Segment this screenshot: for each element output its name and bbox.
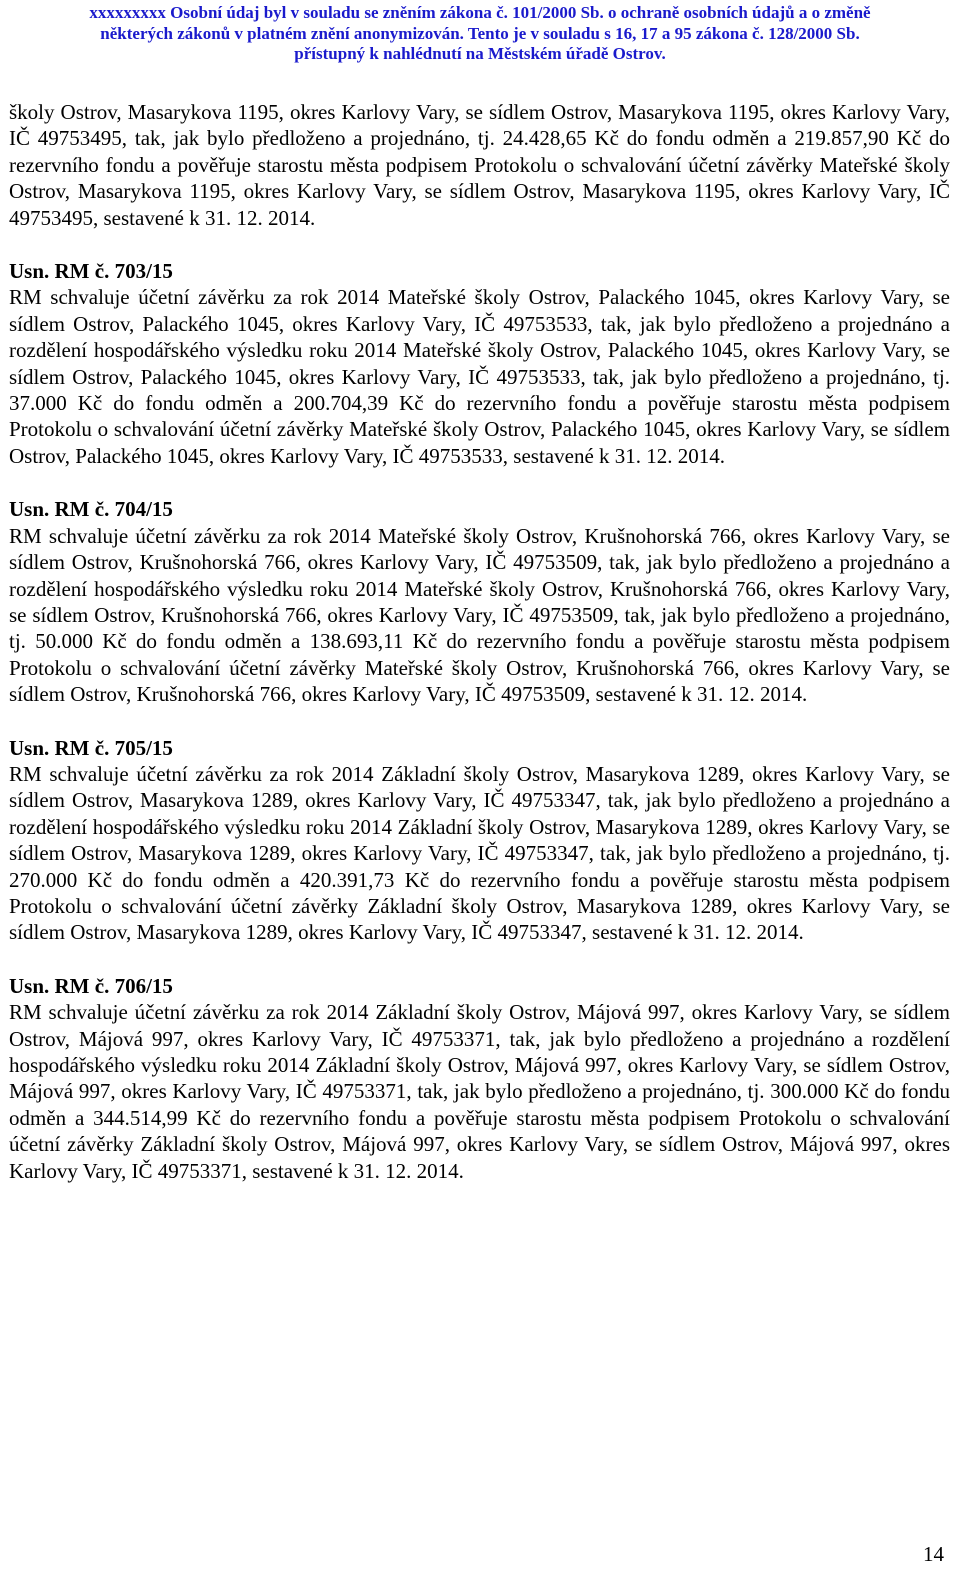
resolution-text: RM schvaluje účetní závěrku za rok 2014 Základní školy Ostrov, Májová 997, okres Karlovy Vary, se sídlem Ostrov, Májová 997, okres Karlovy Vary, IČ 49753371, tak, jak bylo předloženo a projednáno a rozdělení hospodářského výsledku roku 2014 Základní školy Ostrov, Májová 997, okres Karlovy Vary, se sídlem Ostrov, Májová 997, okres Karlovy Vary, IČ 49753371, tak, jak bylo předloženo a projednáno, tj. 300.000 Kč do fondu odměn a 344.514,99 Kč do rezervního fondu a pověřuje starostu města podpisem Protokolu o schvalování účetní závěrky Základní školy Ostrov, Májová 997, okres Karlovy Vary, se sídlem Ostrov, Májová 997, okres Karlovy Vary, IČ 49753371, sestavené k 31. 12. 2014. (9, 1000, 950, 1183)
resolution-704 (9, 496, 950, 707)
resolution-703 (9, 258, 950, 469)
resolution-705 (9, 735, 950, 946)
resolution-heading: Usn. RM č. 703/15 (9, 259, 173, 284)
resolution-text: RM schvaluje účetní závěrku za rok 2014 Mateřské školy Ostrov, Krušnohorská 766, okres Karlovy Vary, se sídlem Ostrov, Krušnohorská 766, okres Karlovy Vary, IČ 49753509, tak, jak bylo předloženo a projednáno a rozdělení hospodářského výsledku roku 2014 Mateřské školy Ostrov, Krušnohorská 766, okres Karlovy Vary, se sídlem Ostrov, Krušnohorská 766, okres Karlovy Vary, IČ 49753509, tak, jak bylo předloženo a projednáno, tj. 50.000 Kč do fondu odměn a 138.693,11 Kč do rezervního fondu a pověřuje starostu města podpisem Protokolu o schvalování účetní závěrky Mateřské školy Ostrov, Krušnohorská 766, okres Karlovy Vary, se sídlem Ostrov, Krušnohorská 766, okres Karlovy Vary, IČ 49753509, sestavené k 31. 12. 2014. (9, 523, 950, 707)
resolution-heading: Usn. RM č. 704/15 (9, 497, 173, 522)
anonymization-notice (0, 3, 960, 65)
resolution-text: RM schvaluje účetní závěrku za rok 2014 Mateřské školy Ostrov, Palackého 1045, okres Karlovy Vary, se sídlem Ostrov, Palackého 1045, okres Karlovy Vary, IČ 49753533, tak, jak bylo předloženo a projednáno a rozdělení hospodářského výsledku roku 2014 Mateřské školy Ostrov, Palackého 1045, okres Karlovy Vary, se sídlem Ostrov, Palackého 1045, okres Karlovy Vary, IČ 49753533, tak, jak bylo předloženo a projednáno, tj. 37.000 Kč do fondu odměn a 200.704,39 Kč do rezervního fondu a pověřuje starostu města podpisem Protokolu o schvalování účetní závěrky Mateřské školy Ostrov, Palackého 1045, okres Karlovy Vary, se sídlem Ostrov, Palackého 1045, okres Karlovy Vary, IČ 49753533, sestavené k 31. 12. 2014. (9, 285, 950, 468)
resolution-heading: Usn. RM č. 706/15 (9, 973, 173, 998)
document-body (9, 99, 950, 1184)
notice-line: přístupný k nahlédnutí na Městském úřadě Ostrov. (294, 44, 666, 63)
continuation-paragraph: školy Ostrov, Masarykova 1195, okres Karlovy Vary, se sídlem Ostrov, Masarykova 1195, okres Karlovy Vary, IČ 49753495, tak, jak bylo předloženo a projednáno, tj. 24.428,65 Kč do fondu odměn a 219.857,90 Kč do rezervního fondu a pověřuje starostu města podpisem Protokolu o schvalování účetní závěrky Mateřské školy Ostrov, Masarykova 1195, okres Karlovy Vary, se sídlem Ostrov, Masarykova 1195, okres Karlovy Vary, IČ 49753495, sestavené k 31. 12. 2014. (9, 100, 950, 230)
resolution-text: RM schvaluje účetní závěrku za rok 2014 Základní školy Ostrov, Masarykova 1289, okres Karlovy Vary, se sídlem Ostrov, Masarykova 1289, okres Karlovy Vary, IČ 49753347, tak, jak bylo předloženo a projednáno a rozdělení hospodářského výsledku roku 2014 Základní školy Ostrov, Masarykova 1289, okres Karlovy Vary, se sídlem Ostrov, Masarykova 1289, okres Karlovy Vary, IČ 49753347, tak, jak bylo předloženo a projednáno, tj. 270.000 Kč do fondu odměn a 420.391,73 Kč do rezervního fondu a pověřuje starostu města podpisem Protokolu o schvalování účetní závěrky Základní školy Ostrov, Masarykova 1289, okres Karlovy Vary, se sídlem Ostrov, Masarykova 1289, okres Karlovy Vary, IČ 49753347, sestavené k 31. 12. 2014. (9, 761, 950, 945)
page-number: 14 (923, 1542, 944, 1566)
resolution-heading: Usn. RM č. 705/15 (9, 735, 173, 760)
notice-line: některých zákonů v platném znění anonymizován. Tento je v souladu s 16, 17 a 95 zákona č. 128/2000 Sb. (100, 23, 860, 43)
resolution-706 (9, 973, 950, 1184)
notice-line: xxxxxxxxx Osobní údaj byl v souladu se zněním zákona č. 101/2000 Sb. o ochraně osobních údajů a o změně (89, 3, 871, 22)
